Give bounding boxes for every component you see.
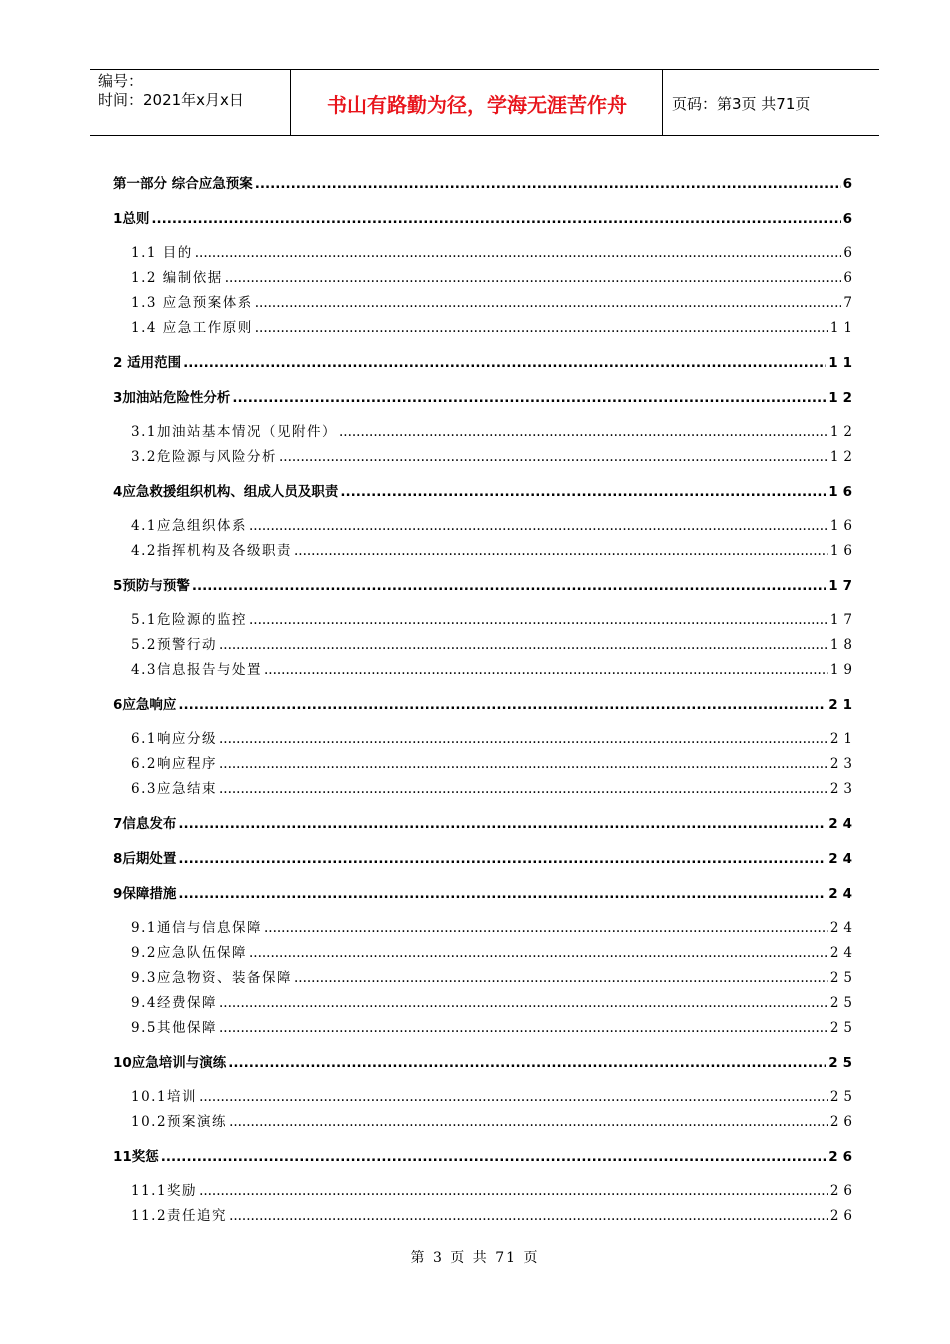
toc-entry-title: 10应急培训与演练 bbox=[113, 1055, 227, 1071]
toc-entry-title: 9.3应急物资、装备保障 bbox=[131, 970, 292, 986]
toc-leader-dots bbox=[219, 995, 828, 1011]
toc-entry[interactable] bbox=[131, 727, 857, 747]
toc-entry[interactable] bbox=[131, 1110, 857, 1130]
toc-entry-page: 16 bbox=[828, 484, 857, 500]
toc-entry-page: 12 bbox=[829, 424, 857, 440]
toc-entry-page: 25 bbox=[829, 995, 857, 1011]
toc-leader-dots bbox=[199, 1183, 828, 1199]
header-page-info: 页码：第3页 共71页 bbox=[672, 95, 811, 113]
toc-leader-dots bbox=[340, 484, 826, 500]
toc-leader-dots bbox=[219, 637, 828, 653]
toc-entry-title: 6.3应急结束 bbox=[131, 781, 217, 797]
toc-leader-dots bbox=[178, 697, 826, 713]
toc-entry[interactable] bbox=[131, 1085, 857, 1105]
document-time-label: 时间：2021年x月x日 bbox=[98, 91, 244, 109]
toc-entry[interactable] bbox=[131, 241, 857, 261]
toc-entry[interactable] bbox=[131, 633, 857, 653]
toc-entry[interactable] bbox=[131, 1016, 857, 1036]
toc-entry[interactable] bbox=[131, 916, 857, 936]
toc-entry[interactable] bbox=[131, 991, 857, 1011]
toc-entry-title: 1总则 bbox=[113, 211, 150, 227]
toc-entry-title: 6应急响应 bbox=[113, 697, 177, 713]
toc-entry-title: 3加油站危险性分析 bbox=[113, 390, 231, 406]
toc-leader-dots bbox=[199, 1089, 828, 1105]
toc-entry-title: 5预防与预警 bbox=[113, 578, 190, 594]
toc-entry-page: 12 bbox=[828, 390, 857, 406]
toc-entry-title: 9保障措施 bbox=[113, 886, 177, 902]
header-divider-right bbox=[662, 69, 663, 136]
toc-entry-title: 11.1奖励 bbox=[131, 1183, 198, 1199]
toc-entry[interactable] bbox=[131, 1204, 857, 1224]
toc-leader-dots bbox=[294, 970, 828, 986]
toc-entry-page: 25 bbox=[829, 970, 857, 986]
toc-leader-dots bbox=[178, 886, 826, 902]
toc-entry[interactable] bbox=[131, 445, 857, 465]
toc-entry-page: 17 bbox=[828, 578, 857, 594]
toc-entry-page: 12 bbox=[829, 449, 857, 465]
toc-entry[interactable] bbox=[113, 812, 857, 832]
toc-entry-page: 17 bbox=[829, 612, 857, 628]
toc-entry-title: 3.1加油站基本情况（见附件） bbox=[131, 424, 337, 440]
toc-entry[interactable] bbox=[113, 882, 857, 902]
toc-entry-title: 1.3 应急预案体系 bbox=[131, 295, 253, 311]
document-number-label: 编号： bbox=[98, 72, 144, 90]
toc-entry-title: 4.1应急组织体系 bbox=[131, 518, 247, 534]
toc-leader-dots bbox=[161, 1149, 826, 1165]
toc-entry[interactable] bbox=[131, 539, 857, 559]
toc-leader-dots bbox=[255, 320, 828, 336]
toc-entry[interactable] bbox=[131, 514, 857, 534]
toc-entry-page: 7 bbox=[843, 295, 857, 311]
toc-entry-page: 24 bbox=[829, 920, 857, 936]
toc-entry-title: 7信息发布 bbox=[113, 816, 177, 832]
toc-entry-title: 5.2预警行动 bbox=[131, 637, 217, 653]
toc-leader-dots bbox=[249, 945, 828, 961]
toc-entry[interactable] bbox=[131, 608, 857, 628]
toc-entry-page: 6 bbox=[842, 176, 857, 192]
toc-entry[interactable] bbox=[113, 693, 857, 713]
toc-entry-page: 26 bbox=[828, 1149, 857, 1165]
toc-entry-page: 21 bbox=[828, 697, 857, 713]
toc-entry[interactable] bbox=[113, 1051, 857, 1071]
toc-entry-page: 11 bbox=[828, 355, 857, 371]
toc-entry[interactable] bbox=[113, 386, 857, 406]
toc-entry[interactable] bbox=[131, 752, 857, 772]
toc-entry-title: 4应急救援组织机构、组成人员及职责 bbox=[113, 484, 339, 500]
toc-leader-dots bbox=[229, 1208, 828, 1224]
toc-leader-dots bbox=[249, 518, 828, 534]
toc-entry-page: 6 bbox=[842, 211, 857, 227]
toc-entry-page: 26 bbox=[829, 1208, 857, 1224]
toc-entry[interactable] bbox=[113, 574, 857, 594]
toc-entry-page: 19 bbox=[829, 662, 857, 678]
toc-entry-title: 10.2预案演练 bbox=[131, 1114, 228, 1130]
toc-leader-dots bbox=[264, 662, 828, 678]
toc-entry[interactable] bbox=[131, 1179, 857, 1199]
toc-entry[interactable] bbox=[131, 966, 857, 986]
toc-entry[interactable] bbox=[131, 316, 857, 336]
toc-entry-page: 21 bbox=[829, 731, 857, 747]
toc-entry-title: 2 适用范围 bbox=[113, 355, 182, 371]
toc-entry-page: 26 bbox=[829, 1183, 857, 1199]
toc-leader-dots bbox=[192, 578, 826, 594]
header-divider-left bbox=[290, 69, 291, 136]
toc-entry-page: 16 bbox=[829, 543, 857, 559]
header-top-rule bbox=[90, 69, 879, 70]
toc-leader-dots bbox=[279, 449, 828, 465]
toc-leader-dots bbox=[339, 424, 828, 440]
header-motto: 书山有路勤为径，学海无涯苦作舟 bbox=[327, 93, 627, 117]
toc-entry[interactable] bbox=[131, 941, 857, 961]
toc-leader-dots bbox=[255, 295, 842, 311]
toc-entry-page: 25 bbox=[829, 1089, 857, 1105]
toc-entry-title: 6.1响应分级 bbox=[131, 731, 217, 747]
toc-entry[interactable] bbox=[131, 420, 857, 440]
toc-entry-page: 24 bbox=[829, 945, 857, 961]
toc-entry-title: 9.2应急队伍保障 bbox=[131, 945, 247, 961]
toc-entry-title: 9.4经费保障 bbox=[131, 995, 217, 1011]
toc-entry[interactable] bbox=[113, 172, 857, 192]
toc-leader-dots bbox=[195, 245, 842, 261]
toc-entry-title: 9.5其他保障 bbox=[131, 1020, 217, 1036]
page-footer: 第 3 页 共 71 页 bbox=[410, 1250, 540, 1266]
toc-leader-dots bbox=[151, 211, 840, 227]
toc-entry-page: 25 bbox=[829, 1020, 857, 1036]
header-bottom-rule bbox=[90, 135, 879, 136]
toc-leader-dots bbox=[219, 781, 828, 797]
toc-entry-title: 3.2危险源与风险分析 bbox=[131, 449, 277, 465]
toc-entry[interactable] bbox=[113, 847, 857, 867]
toc-entry[interactable] bbox=[131, 658, 857, 678]
toc-leader-dots bbox=[249, 612, 828, 628]
header-meta bbox=[98, 72, 283, 110]
toc-entry-page: 25 bbox=[828, 1055, 857, 1071]
toc-entry-title: 9.1通信与信息保障 bbox=[131, 920, 262, 936]
toc-leader-dots bbox=[219, 1020, 828, 1036]
toc-leader-dots bbox=[219, 756, 828, 772]
toc-leader-dots bbox=[229, 1114, 828, 1130]
toc-entry-title: 8后期处置 bbox=[113, 851, 177, 867]
toc-entry-title: 4.2指挥机构及各级职责 bbox=[131, 543, 292, 559]
toc-entry[interactable] bbox=[113, 1145, 857, 1165]
toc-entry[interactable] bbox=[113, 480, 857, 500]
toc-entry[interactable] bbox=[131, 266, 857, 286]
toc-entry-title: 第一部分 综合应急预案 bbox=[113, 176, 253, 192]
toc-entry-page: 24 bbox=[828, 816, 857, 832]
toc-leader-dots bbox=[178, 851, 826, 867]
toc-entry-title: 5.1危险源的监控 bbox=[131, 612, 247, 628]
toc-entry[interactable] bbox=[113, 351, 857, 371]
toc-leader-dots bbox=[228, 1055, 826, 1071]
toc-entry-page: 11 bbox=[829, 320, 857, 336]
toc-leader-dots bbox=[178, 816, 826, 832]
toc-entry-title: 1.1 目的 bbox=[131, 245, 193, 261]
toc-entry[interactable] bbox=[131, 777, 857, 797]
toc-entry-page: 23 bbox=[829, 756, 857, 772]
toc-leader-dots bbox=[219, 731, 828, 747]
toc-entry-page: 18 bbox=[829, 637, 857, 653]
toc-entry-title: 11奖惩 bbox=[113, 1149, 159, 1165]
toc-entry[interactable] bbox=[113, 207, 857, 227]
toc-entry-title: 10.1培训 bbox=[131, 1089, 198, 1105]
toc-entry-page: 23 bbox=[829, 781, 857, 797]
toc-entry[interactable] bbox=[131, 291, 857, 311]
toc-entry-page: 6 bbox=[843, 245, 857, 261]
toc-entry-page: 16 bbox=[829, 518, 857, 534]
toc-entry-title: 11.2责任追究 bbox=[131, 1208, 228, 1224]
toc-entry-page: 24 bbox=[828, 886, 857, 902]
toc-entry-title: 1.4 应急工作原则 bbox=[131, 320, 253, 336]
toc-entry-page: 26 bbox=[829, 1114, 857, 1130]
toc-entry-page: 6 bbox=[843, 270, 857, 286]
toc-leader-dots bbox=[225, 270, 842, 286]
toc-entry-title: 4.3信息报告与处置 bbox=[131, 662, 262, 678]
toc-leader-dots bbox=[232, 390, 826, 406]
toc-leader-dots bbox=[294, 543, 828, 559]
toc-leader-dots bbox=[264, 920, 828, 936]
toc-entry-title: 6.2响应程序 bbox=[131, 756, 217, 772]
toc-leader-dots bbox=[255, 176, 841, 192]
toc-leader-dots bbox=[183, 355, 826, 371]
toc-entry-title: 1.2 编制依据 bbox=[131, 270, 223, 286]
toc-entry-page: 24 bbox=[828, 851, 857, 867]
